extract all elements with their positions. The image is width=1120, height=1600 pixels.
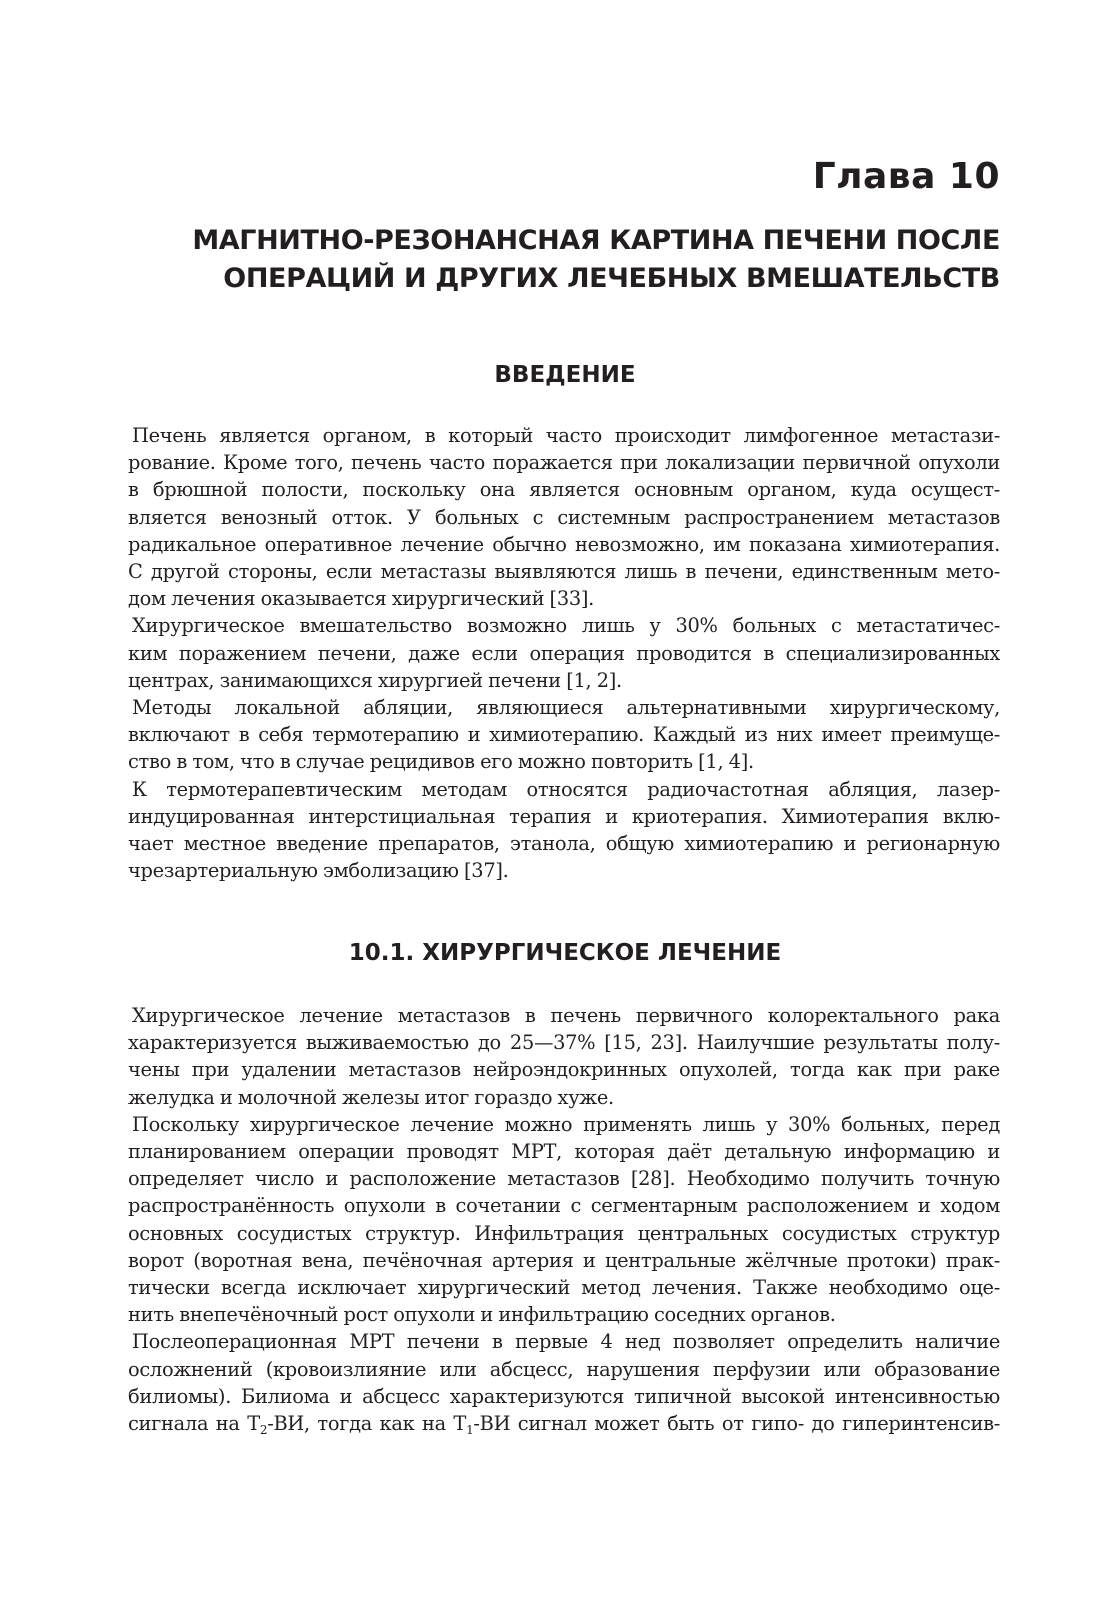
chapter-label: Глава 10 [812,156,1000,197]
text-line: радикальное оперативное лечение обычно невозможно, им показана химиотерапия. [128,532,1000,556]
chapter-title-line-2: ОПЕРАЦИЙ И ДРУГИХ ЛЕЧЕБНЫХ ВМЕШАТЕЛЬСТВ [223,263,1000,294]
intro-body [128,422,1000,884]
text-line: в брюшной полости, поскольку она является основным органом, куда осущест- [128,478,1000,502]
text-line: Послеоперационная МРТ печени в первые 4 нед позволяет определить наличие [132,1330,1000,1354]
text-line: нить внепечёночный рост опухоли и инфильтрацию соседних органов. [128,1303,836,1327]
text-line: включают в себя термотерапию и химиотерапию. Каждый из них имеет преимуще- [128,723,1000,747]
text-line: индуцированная интерстициальная терапия и криотерапия. Химиотерапия вклю- [128,804,1000,828]
text-line: планированием операции проводят МРТ, которая даёт детальную информацию и [128,1140,1000,1164]
text-line: Поскольку хирургическое лечение можно применять лишь у 30% больных, перед [132,1112,1000,1136]
subscript: 1 [466,1423,474,1438]
chapter-title [100,222,1000,298]
text-line: осложнений (кровоизлияние или абсцесс, нарушения перфузии или образование [128,1357,1000,1381]
text-line: ворот (воротная вена, печёночная артерия и центральные жёлчные протоки) прак- [128,1248,1000,1272]
text-line: чены при удалении метастазов нейроэндокринных опухолей, тогда как при раке [128,1058,1000,1082]
section-heading-intro: ВВЕДЕНИЕ [494,362,636,388]
text-line: распространённость опухоли в сочетании с сегментарным расположением и ходом [128,1194,1000,1218]
text-line: основных сосудистых структур. Инфильтрация центральных сосудистых структур [128,1221,1000,1245]
text-line: чает местное введение препаратов, этанола, общую химиотерапию и регионарную [128,832,1000,856]
text-line: вляется венозный отток. У больных с системным распространением метастазов [128,505,1000,529]
text-line: Хирургическое лечение метастазов в печень первичного колоректального рака [132,1004,1000,1027]
text-line: центрах, занимающихся хирургией печени [1, 2]. [128,668,622,692]
text-line: билиомы). Билиома и абсцесс характеризуются типичной высокой интенсивностью [128,1384,1000,1408]
text-line: ство в том, что в случае рецидивов его можно повторить [1, 4]. [128,750,754,774]
subscript: 2 [259,1423,268,1438]
text-line: рование. Кроме того, печень часто поражается при локализации первичной опухоли [128,451,1000,475]
text-line: ким поражением печени, даже если операция проводится в специализированных [128,641,1000,665]
text-line: характеризуется выживаемостью до 25—37% [15, 23]. Наилучшие результаты полу- [128,1031,1000,1055]
surgery-body [128,1002,1000,1437]
text-line-last: сигнала на $Т_2-ВИ$, тогда как на $Т_1-ВИ$ сигнал может быть от гипо- до гиперинтенсив- [128,1412,1001,1438]
text-line: определяет число и расположение метастазов [28]. Необходимо получить точную [128,1167,1000,1191]
text-line: К термотерапевтическим методам относятся радиочастотная абляция, лазер- [132,777,1000,801]
text-line: Методы локальной абляции, являющиеся альтернативными хирургическому, [132,696,1000,720]
text-line: Хирургическое вмешательство возможно лишь у 30% больных с метастатичес- [132,614,1000,638]
text-line: Печень является органом, в который часто происходит лимфогенное метастази- [132,424,1000,447]
text-line: С другой стороны, если метастазы выявляются лишь в печени, единственным мето- [128,560,1000,584]
text-line: тически всегда исключает хирургический метод лечения. Также необходимо оце- [128,1276,1000,1300]
text-line: чрезартериальную эмболизацию [37]. [128,859,509,883]
text-line: дом лечения оказывается хирургический [33]. [128,587,595,611]
chapter-title-line-1: МАГНИТНО-РЕЗОНАНСНАЯ КАРТИНА ПЕЧЕНИ ПОСЛЕ [192,225,1000,256]
text-line: желудка и молочной железы итог гораздо хуже. [128,1085,614,1109]
section-heading-surgery: 10.1. ХИРУРГИЧЕСКОЕ ЛЕЧЕНИЕ [348,940,782,966]
